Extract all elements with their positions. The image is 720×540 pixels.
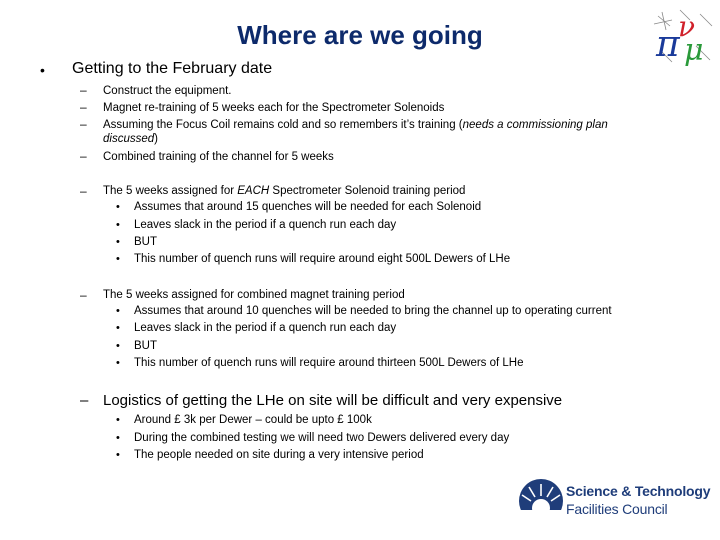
- list-item: This number of quench runs will require around eight 500L Dewers of LHe: [134, 253, 511, 265]
- list-item: Assumes that around 10 quenches will be needed to bring the channel up to operating current: [134, 305, 612, 317]
- list-item: Assuming the Focus Coil remains cold and so remembers it’s training (needs a commissioning plan discussed): [103, 119, 608, 145]
- list-item: This number of quench runs will require around thirteen 500L Dewers of LHe: [134, 357, 524, 369]
- list-item: Assumes that around 15 quenches will be needed for each Solenoid: [134, 201, 482, 213]
- section3-heading: The 5 weeks assigned for combined magnet training period: [103, 289, 405, 301]
- section4-heading: Logistics of getting the LHe on site will be difficult and very expensive: [103, 392, 563, 409]
- list-item: During the combined testing we will need two Dewers delivered every day: [134, 432, 510, 444]
- section-heading: Getting to the February date: [72, 60, 273, 77]
- slide-title: Where are we going: [237, 20, 483, 50]
- list-item: Leaves slack in the period if a quench run each day: [134, 219, 397, 231]
- dash-icon: –: [80, 184, 87, 198]
- bullet-icon: •: [116, 432, 120, 444]
- list-item: Around £ 3k per Dewer – could be upto £ 100k: [134, 414, 372, 426]
- bullet-icon: •: [116, 322, 120, 334]
- list-item: Leaves slack in the period if a quench run each day: [134, 322, 397, 334]
- stfc-logo-icon: [518, 478, 564, 524]
- bullet-icon: •: [40, 62, 45, 78]
- bullet-icon: •: [116, 305, 120, 317]
- stfc-logo-line2: Facilities Council: [566, 501, 668, 517]
- dash-icon: –: [80, 149, 87, 163]
- svg-text:μ: μ: [684, 33, 704, 68]
- svg-text:π: π: [656, 24, 680, 65]
- list-item: The people needed on site during a very intensive period: [134, 449, 424, 461]
- dash-icon: –: [80, 83, 87, 97]
- bullet-icon: •: [116, 219, 120, 231]
- stfc-logo-line1: Science & Technology: [566, 483, 711, 499]
- dash-icon: –: [80, 392, 89, 409]
- list-item: BUT: [134, 236, 157, 248]
- mice-logo: [650, 6, 716, 68]
- section2-heading: The 5 weeks assigned for EACH Spectrometer Solenoid training period: [103, 185, 466, 197]
- bullet-icon: •: [116, 449, 120, 461]
- bullet-icon: •: [116, 340, 120, 352]
- dash-icon: –: [80, 100, 87, 114]
- list-item: Combined training of the channel for 5 weeks: [103, 151, 334, 163]
- bullet-icon: •: [116, 357, 120, 369]
- list-item: Construct the equipment.: [103, 85, 232, 97]
- bullet-icon: •: [116, 236, 120, 248]
- list-item: Magnet re-training of 5 weeks each for the Spectrometer Solenoids: [103, 102, 445, 114]
- dash-icon: –: [80, 117, 87, 131]
- svg-text:ν: ν: [678, 10, 696, 43]
- dash-icon: –: [80, 288, 87, 302]
- bullet-icon: •: [116, 201, 120, 213]
- bullet-icon: •: [116, 414, 120, 426]
- bullet-icon: •: [116, 253, 120, 265]
- list-item: BUT: [134, 340, 157, 352]
